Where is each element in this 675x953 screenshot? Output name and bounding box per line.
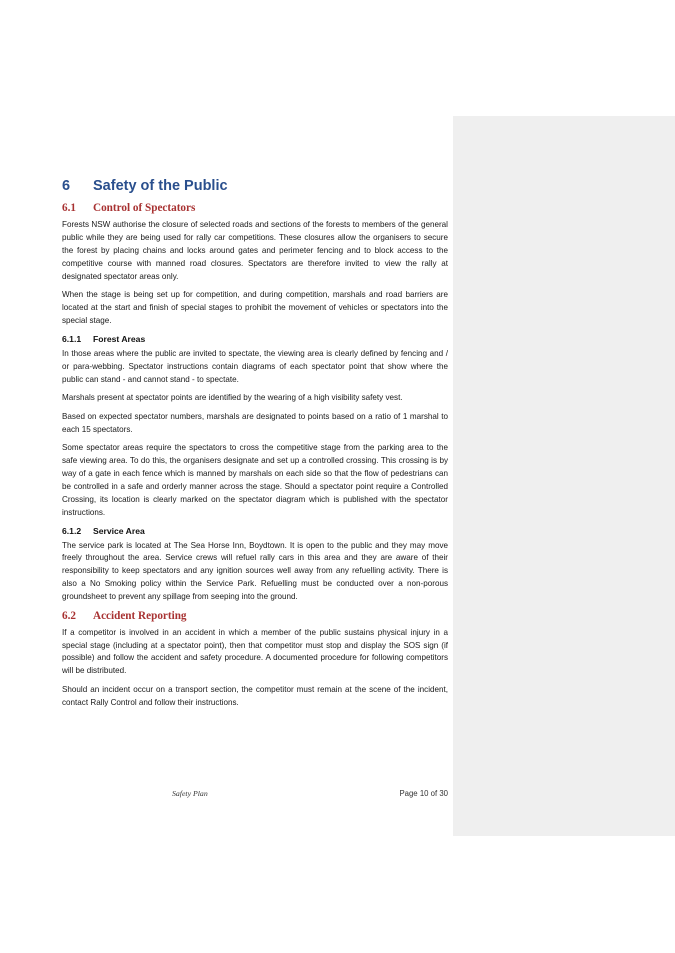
section-number: 6: [62, 178, 71, 194]
section-title: Safety of the Public: [93, 178, 228, 194]
paragraph: Should an incident occur on a transport section, the competitor must remain at the scene of the incident, contact Rally Control and follow their instructions.: [62, 684, 448, 707]
comment-margin-pane: [453, 116, 675, 836]
subsubsection-title: Service Area: [93, 525, 145, 536]
footer-document-title: Safety Plan: [172, 789, 208, 798]
paragraph: Based on expected spectator numbers, marshals are designated to points based on a ratio of 1 marshal to each 15 spectators.: [62, 411, 448, 434]
paragraph: Some spectator areas require the spectators to cross the competitive stage from the parking area to the safe viewing area. To do this, the organisers designate and set up a controlled crossing. This crossing is by way of a gate in each fence which is manned by marshals on each side so that the flow of pedestrians can be controlled in a safe and orderly manner across the stage. Should a spectator point require a Controlled Crossing, its location is clearly marked on the spectator diagram which is published with the spectator instructions.: [62, 443, 448, 517]
subsubsection-number: 6.1.2: [62, 525, 82, 536]
subsection-heading-accident-reporting: [62, 610, 448, 622]
paragraph: When the stage is being set up for competition, and during competition, marshals and road barriers are located at the start and finish of special stages to prohibit the movement of vehicles or spectators into the special stage.: [62, 290, 448, 325]
footer-page-number: Page 10 of 30: [399, 789, 448, 798]
subsection-heading-control-of-spectators: [62, 202, 448, 214]
paragraph: If a competitor is involved in an accident in which a member of the public sustains physical injury in a special stage (including at a spectator point), then that competitor must stop and display the SOS sign (if possible) and follow the accident and safety procedure. A documented procedure for following competitors will be distributed.: [62, 627, 448, 676]
subsubsection-number: 6.1.1: [62, 333, 82, 344]
subsubsection-title: Forest Areas: [93, 333, 146, 344]
subsection-number: 6.2: [62, 609, 76, 622]
subsection-title: Accident Reporting: [93, 609, 187, 622]
page-footer: [62, 789, 448, 803]
document-page-body: [62, 178, 448, 715]
section-heading: [62, 178, 448, 194]
subsection-number: 6.1: [62, 202, 76, 214]
paragraph: Marshals present at spectator points are identified by the wearing of a high visibility safety vest.: [62, 393, 403, 403]
subsection-title: Control of Spectators: [93, 202, 196, 214]
paragraph: Forests NSW authorise the closure of selected roads and sections of the forests to members of the general public while they are being used for rally car competitions. These closures allow the organisers to secure the forest by placing chains and locks around gates and perimeter fencing and to block access to the competitive course with manned road closures. Spectators are therefore invited to view the rally at designated spectator areas only.: [62, 220, 448, 281]
paragraph: In those areas where the public are invited to spectate, the viewing area is clearly defined by fencing and / or para-webbing. Spectator instructions contain diagrams of each spectator point that show where the public can stand - and cannot stand - to spectate.: [62, 348, 448, 384]
paragraph: The service park is located at The Sea Horse Inn, Boydtown. It is open to the public and they may move freely throughout the area. Service crews will refuel rally cars in this area and they are aware of their responsibility to keep spectators and any ignition sources well away from any refuelling activity. There is also a No Smoking policy within the Service Park. Refuelling must be conducted over a non-porous groundsheet to prevent any spillage from seeping into the ground.: [62, 540, 448, 602]
subsubsection-heading-forest-areas: [62, 334, 448, 344]
subsubsection-heading-service-area: [62, 526, 448, 536]
